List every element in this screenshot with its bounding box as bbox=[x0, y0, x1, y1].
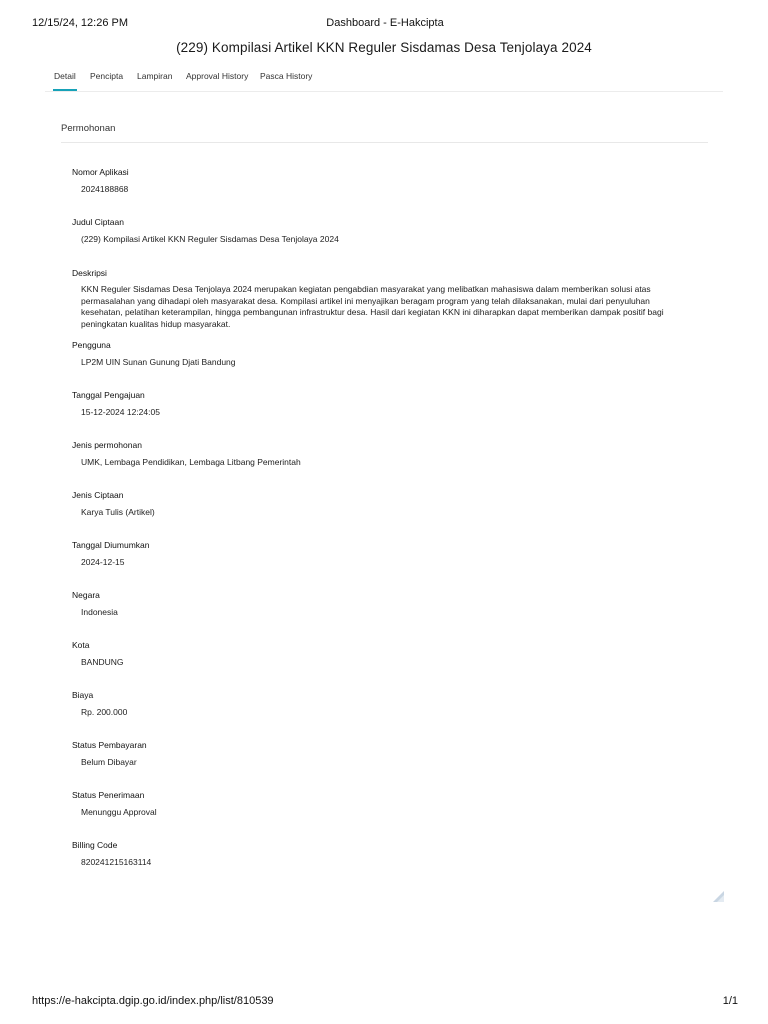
field-label: Jenis Ciptaan bbox=[72, 490, 124, 500]
resize-corner-icon bbox=[713, 891, 724, 902]
field-value: 820241215163114 bbox=[81, 857, 152, 867]
field-value: (229) Kompilasi Artikel KKN Reguler Sisdamas Desa Tenjolaya 2024 bbox=[81, 234, 339, 244]
field-negara bbox=[72, 590, 692, 618]
field-judul-ciptaan bbox=[72, 217, 692, 245]
page-title: (229) Kompilasi Artikel KKN Reguler Sisdamas Desa Tenjolaya 2024 bbox=[176, 40, 592, 55]
field-label: Jenis permohonan bbox=[72, 440, 142, 450]
section-title: Permohonan bbox=[61, 123, 116, 134]
print-timestamp: 12/15/24, 12:26 PM bbox=[32, 17, 129, 29]
print-url: https://e-hakcipta.dgip.go.id/index.php/list/810539 bbox=[32, 995, 274, 1007]
field-value: 15-12-2024 12:24:05 bbox=[81, 407, 160, 417]
field-tanggal-pengajuan bbox=[72, 390, 692, 418]
field-label: Deskripsi bbox=[72, 268, 107, 278]
field-label: Status Penerimaan bbox=[72, 790, 145, 800]
field-status-pembayaran bbox=[72, 740, 692, 768]
field-biaya bbox=[72, 690, 692, 718]
field-jenis-permohonan bbox=[72, 440, 692, 468]
field-label: Billing Code bbox=[72, 840, 118, 850]
field-pengguna bbox=[72, 340, 692, 368]
tab-bar bbox=[45, 66, 723, 92]
tab-approval-history[interactable]: Approval History bbox=[186, 71, 249, 81]
field-label: Negara bbox=[72, 590, 100, 600]
field-tanggal-diumumkan bbox=[72, 540, 692, 568]
field-value: BANDUNG bbox=[81, 657, 124, 667]
print-page-number: 1/1 bbox=[722, 995, 738, 1007]
tab-detail[interactable]: Detail bbox=[53, 66, 77, 91]
field-label: Biaya bbox=[72, 690, 94, 700]
tab-lampiran[interactable]: Lampiran bbox=[137, 71, 173, 81]
field-status-penerimaan bbox=[72, 790, 692, 818]
tab-pasca-history[interactable]: Pasca History bbox=[260, 71, 313, 81]
field-value: Karya Tulis (Artikel) bbox=[81, 507, 155, 517]
field-value: 2024188868 bbox=[81, 184, 129, 194]
field-value: Rp. 200.000 bbox=[81, 707, 128, 717]
print-page-title: Dashboard - E-Hakcipta bbox=[326, 17, 444, 29]
field-kota bbox=[72, 640, 692, 668]
field-jenis-ciptaan bbox=[72, 490, 692, 518]
print-header bbox=[32, 17, 738, 31]
field-value: Belum Dibayar bbox=[81, 757, 137, 767]
field-value: Indonesia bbox=[81, 607, 118, 617]
field-label: Tanggal Pengajuan bbox=[72, 390, 145, 400]
field-value: UMK, Lembaga Pendidikan, Lembaga Litbang Pemerintah bbox=[81, 457, 301, 467]
field-value: 2024-12-15 bbox=[81, 557, 125, 567]
field-label: Kota bbox=[72, 640, 90, 650]
field-value: KKN Reguler Sisdamas Desa Tenjolaya 2024 merupakan kegiatan pengabdian masyarakat yang melibatkan mahasiswa dalam memberikan solusi atas permasalahan yang dihadapi oleh masyarakat desa. Kompilasi artikel ini menyajikan beragam program yang telah dilaksanakan, mulai dari penyuluhan kesehatan, pelatihan keterampilan, hingga pembangunan infrastruktur desa. Hasil dari kegiatan KKN ini diharapkan dapat memberikan dampak positif bagi peningkatan kualitas hidup masyarakat. bbox=[81, 284, 664, 329]
field-label: Pengguna bbox=[72, 340, 111, 350]
tab-pencipta[interactable]: Pencipta bbox=[90, 71, 124, 81]
section-divider bbox=[61, 142, 708, 143]
field-label: Status Pembayaran bbox=[72, 740, 147, 750]
field-label: Judul Ciptaan bbox=[72, 217, 124, 227]
print-footer bbox=[32, 995, 738, 1009]
field-nomor-aplikasi bbox=[72, 167, 692, 195]
field-label: Tanggal Diumumkan bbox=[72, 540, 150, 550]
field-value: Menunggu Approval bbox=[81, 807, 157, 817]
field-label: Nomor Aplikasi bbox=[72, 167, 129, 177]
field-deskripsi bbox=[72, 268, 692, 330]
field-billing-code bbox=[72, 840, 692, 868]
field-value: LP2M UIN Sunan Gunung Djati Bandung bbox=[81, 357, 236, 367]
